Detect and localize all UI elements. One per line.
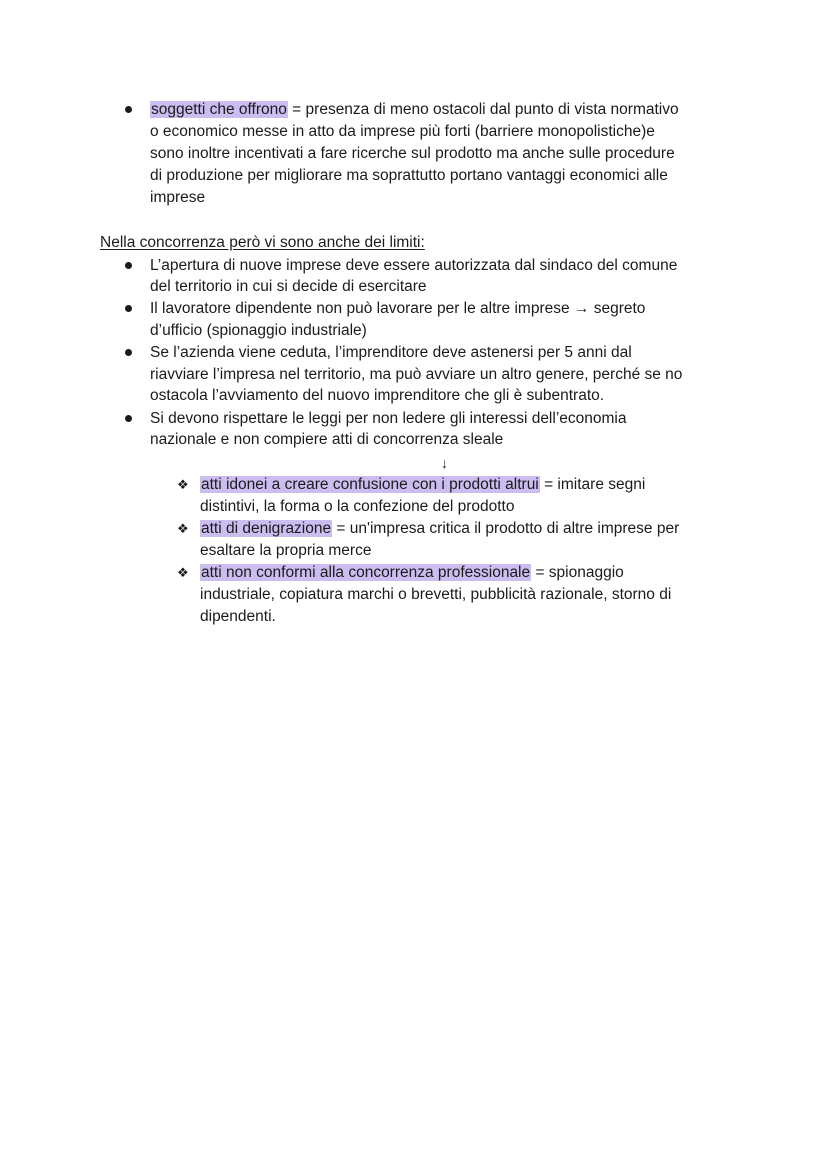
section-heading: Nella concorrenza però vi sono anche dei limiti: xyxy=(100,234,425,251)
text-run: = presenza di meno ostacoli dal punto di vista normativo xyxy=(287,101,679,118)
sub-item-line: industriale, copiatura marchi o brevetti, pubblicità razionale, storno di xyxy=(200,586,672,603)
sub-item-line: esaltare la propria merce xyxy=(200,542,372,559)
section1-line4: di produzione per migliorare ma soprattutto portano vantaggi economici alle xyxy=(150,167,668,184)
highlighted-term: soggetti che offrono xyxy=(151,101,287,118)
section1-line5: imprese xyxy=(150,189,206,206)
list-item-line: ostacola l’avviamento del nuovo imprenditore che gli è subentrato. xyxy=(150,387,605,404)
highlighted-term: atti di denigrazione xyxy=(201,520,332,537)
text-run: = spionaggio xyxy=(531,564,624,581)
sub-item-line xyxy=(200,518,679,540)
sub-item-line xyxy=(200,474,645,496)
bullet-icon xyxy=(125,106,132,113)
bullet-icon xyxy=(125,305,132,312)
section1-line2: o economico messe in atto da imprese più forti (barriere monopolistiche)e xyxy=(150,123,655,140)
list-item-line: nazionale e non compiere atti di concorrenza sleale xyxy=(150,431,504,448)
bullet-icon xyxy=(125,349,132,356)
sub-item-line: dipendenti. xyxy=(200,608,276,625)
sub-item-line xyxy=(200,562,624,584)
arrow-down-icon: ↓ xyxy=(441,455,448,471)
section1-line3: sono inoltre incentivati a fare ricerche sul prodotto ma anche sulle procedure xyxy=(150,145,675,162)
list-item-line: Se l’azienda viene ceduta, l’imprenditore deve astenersi per 5 anni dal xyxy=(150,344,632,361)
list-item-line: Si devono rispettare le leggi per non ledere gli interessi dell’economia xyxy=(150,410,627,427)
highlighted-term: atti idonei a creare confusione con i prodotti altrui xyxy=(201,476,539,493)
diamond-bullet-icon: ❖ xyxy=(177,521,189,536)
list-item-line: L’apertura di nuove imprese deve essere autorizzata dal sindaco del comune xyxy=(150,257,678,274)
list-item-line: Il lavoratore dipendente non può lavorare per le altre imprese → segreto xyxy=(150,300,646,317)
list-item-line: d’ufficio (spionaggio industriale) xyxy=(150,322,367,339)
section1-line1 xyxy=(150,99,679,121)
highlighted-term: atti non conformi alla concorrenza professionale xyxy=(201,564,531,581)
sub-item-line: distintivi, la forma o la confezione del prodotto xyxy=(200,498,515,515)
bullet-icon xyxy=(125,262,132,269)
bullet-icon xyxy=(125,415,132,422)
text-run: = un'impresa critica il prodotto di altre imprese per xyxy=(332,520,680,537)
text-run: = imitare segni xyxy=(539,476,646,493)
diamond-bullet-icon: ❖ xyxy=(177,565,189,580)
list-item-line: riavviare l’impresa nel territorio, ma può avviare un altro genere, perché se no xyxy=(150,366,683,383)
list-item-line: del territorio in cui si decide di esercitare xyxy=(150,278,427,295)
diamond-bullet-icon: ❖ xyxy=(177,477,189,492)
